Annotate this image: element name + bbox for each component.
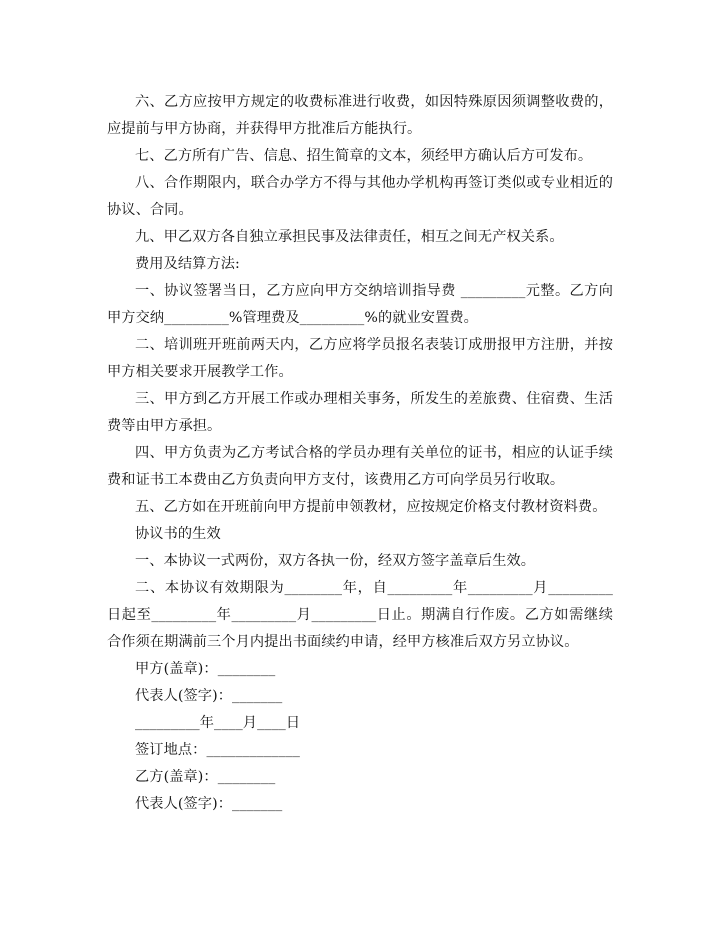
party-a-representative-line: 代表人(签字)：_______ xyxy=(135,688,283,704)
fee-clause-five: 五、乙方如在开班前向甲方提前申领教材，应按规定价格支付教材资料费。 xyxy=(135,499,607,515)
fee-clause-four: 四、甲方负责为乙方考试合格的学员办理有关单位的证书，相应的认证手续费和证书工本费由乙方负责向甲方支付，该费用乙方可向学员另行收取。 xyxy=(107,445,613,488)
fee-clause-one: 一、协议签署当日，乙方应向甲方交纳培训指导费 _________元整。乙方向甲方交纳_________%管理费及_________%的就业安置费。 xyxy=(107,283,613,326)
clause-six-fee-standard: 六、乙方应按甲方规定的收费标准进行收费，如因特殊原因须调整收费的，应提前与甲方协商，并获得甲方批准后方能执行。 xyxy=(107,94,613,137)
clause-nine-liability: 九、甲乙双方各自独立承担民事及法律责任，相互之间无产权关系。 xyxy=(135,229,564,245)
section-heading-fees: 费用及结算方法: xyxy=(135,256,240,272)
signing-date-line: _________年____月____日 xyxy=(135,715,301,731)
party-b-representative-line: 代表人(签字)：_______ xyxy=(135,796,283,812)
effect-clause-two: 二、本协议有效期限为________年，自_________年_________月_________日起至_________年_________月_________日止。期满自行作废。乙方如需继续合作须在期满前三个月内提出书面续约申请，经甲方核准后双方另立协议。 xyxy=(107,580,613,650)
fee-clause-two: 二、培训班开班前两天内，乙方应将学员报名表装订成册报甲方注册，并按甲方相关要求开展教学工作。 xyxy=(107,337,613,380)
clause-seven-advertising: 七、乙方所有广告、信息、招生简章的文本，须经甲方确认后方可发布。 xyxy=(135,148,593,164)
party-b-seal-line: 乙方(盖章)：________ xyxy=(135,769,276,785)
fee-clause-three: 三、甲方到乙方开展工作或办理相关事务，所发生的差旅费、住宿费、生活费等由甲方承担。 xyxy=(107,391,613,434)
document-body xyxy=(107,89,613,818)
signing-location-line: 签订地点：_____________ xyxy=(135,742,300,758)
section-heading-effectiveness: 协议书的生效 xyxy=(135,526,221,542)
clause-eight-cooperation-period: 八、合作期限内，联合办学方不得与其他办学机构再签订类似或专业相近的协议、合同。 xyxy=(107,175,613,218)
effect-clause-one: 一、本协议一式两份，双方各执一份，经双方签字盖章后生效。 xyxy=(135,553,536,569)
party-a-seal-line: 甲方(盖章)：________ xyxy=(135,661,276,677)
